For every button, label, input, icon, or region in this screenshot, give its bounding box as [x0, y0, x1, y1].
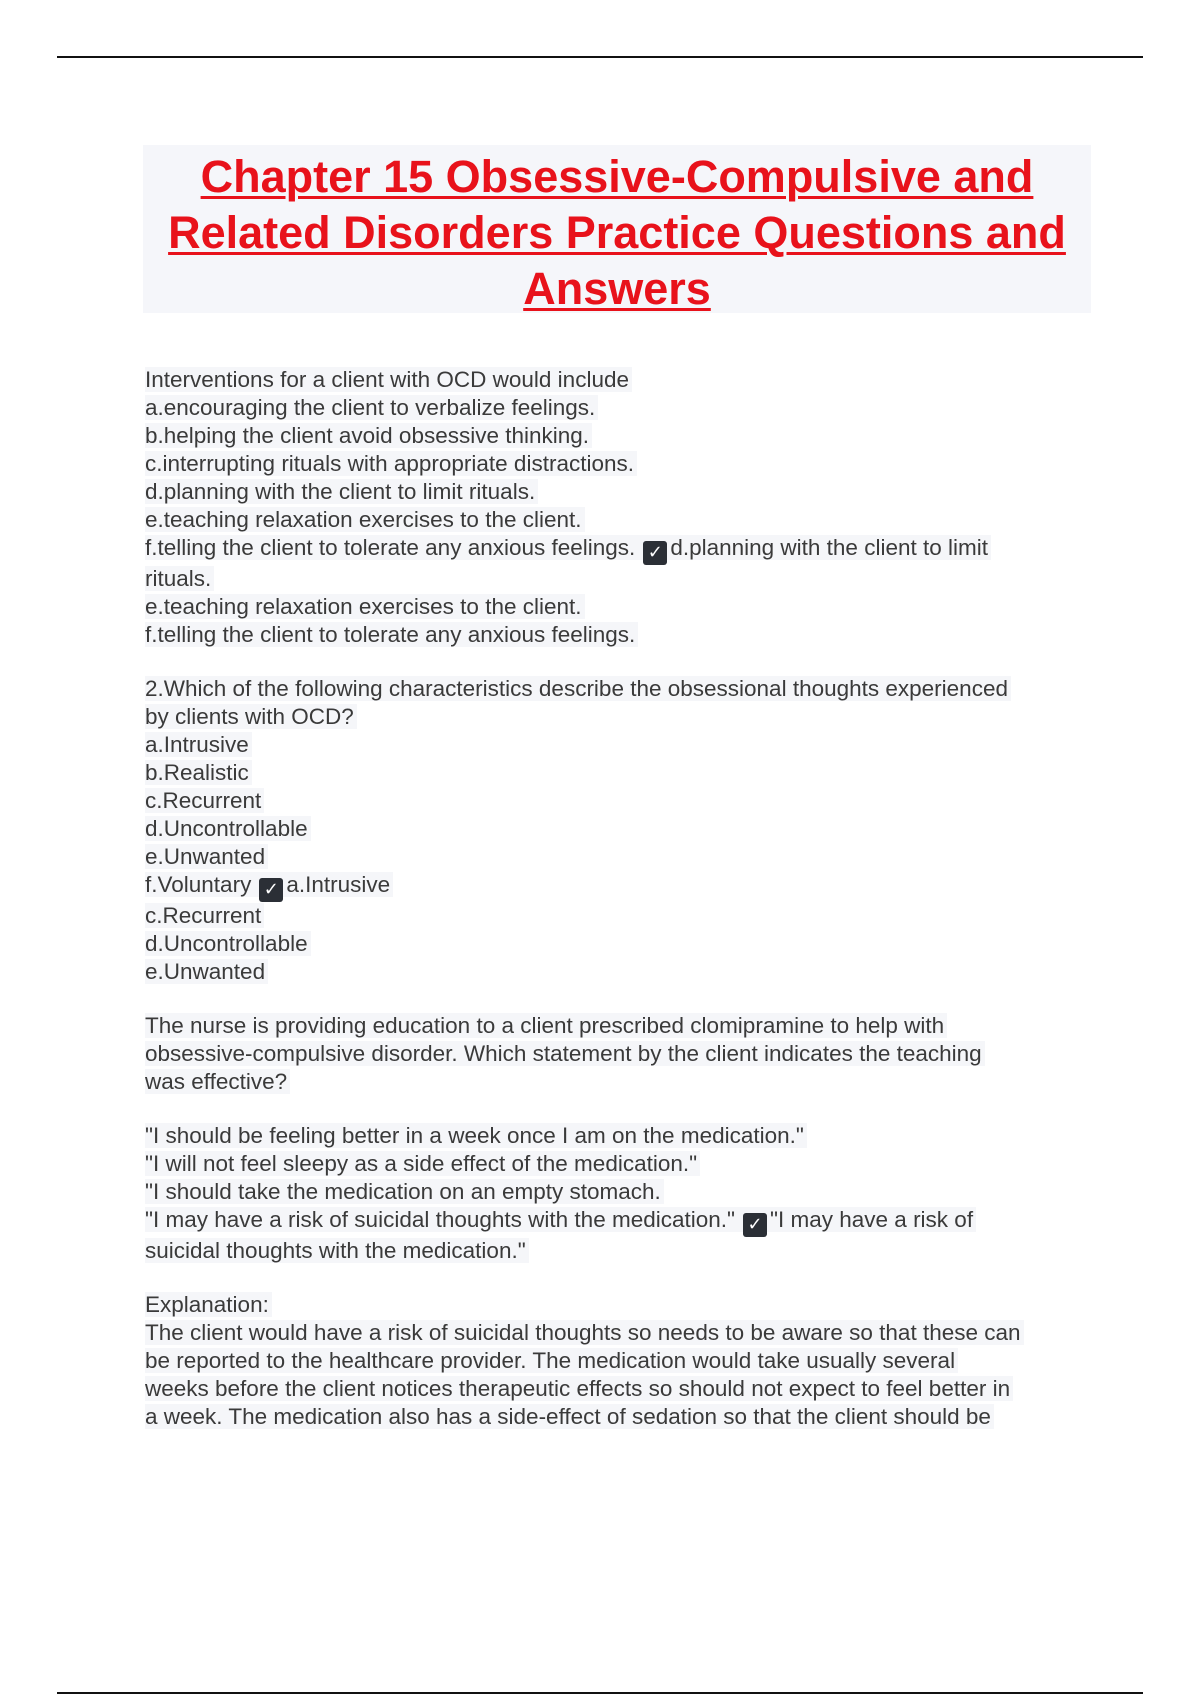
- question-text: Interventions for a client with OCD would include: [145, 366, 1095, 394]
- answer-line: rituals.: [145, 565, 1095, 593]
- option-line: a.Intrusive: [145, 731, 1095, 759]
- question-3: [145, 1012, 1095, 1431]
- explanation-line: be reported to the healthcare provider. The medication would take usually several: [145, 1347, 1095, 1375]
- option-line: d.Uncontrollable: [145, 815, 1095, 843]
- explanation-line: weeks before the client notices therapeutic effects so should not expect to feel better in: [145, 1375, 1095, 1403]
- option-with-answer: f.Voluntary ✓ a.Intrusive: [145, 871, 1095, 902]
- answer-line: e.teaching relaxation exercises to the client.: [145, 593, 1095, 621]
- question-text: was effective?: [145, 1068, 1095, 1096]
- answer-text: a.Intrusive: [286, 872, 391, 897]
- option-line: b.Realistic: [145, 759, 1095, 787]
- option-with-answer: f.telling the client to tolerate any anxious feelings. ✓ d.planning with the client to limit: [145, 534, 1095, 565]
- option-with-answer: "I may have a risk of suicidal thoughts with the medication." ✓ "I may have a risk of: [145, 1206, 1095, 1237]
- option-line: "I should take the medication on an empty stomach.: [145, 1178, 1095, 1206]
- explanation-line: The client would have a risk of suicidal thoughts so needs to be aware so that these can: [145, 1319, 1095, 1347]
- option-line: a.encouraging the client to verbalize feelings.: [145, 394, 1095, 422]
- option-line: e.Unwanted: [145, 843, 1095, 871]
- explanation-label: Explanation:: [145, 1291, 1095, 1319]
- answer-line: d.Uncontrollable: [145, 930, 1095, 958]
- check-icon: ✓: [259, 878, 283, 902]
- option-line: c.interrupting rituals with appropriate distractions.: [145, 450, 1095, 478]
- title-banner: [143, 145, 1091, 313]
- answer-line: suicidal thoughts with the medication.": [145, 1237, 1095, 1265]
- page-top-rule: [57, 56, 1143, 58]
- answer-text: d.planning with the client to limit: [670, 535, 988, 560]
- answer-line: c.Recurrent: [145, 902, 1095, 930]
- document-body: [145, 366, 1095, 1431]
- document-title: Chapter 15 Obsessive-Compulsive and Related Disorders Practice Questions and Answers: [168, 151, 1066, 314]
- question-text: obsessive-compulsive disorder. Which statement by the client indicates the teaching: [145, 1040, 1095, 1068]
- question-2: [145, 675, 1095, 986]
- option-line: d.planning with the client to limit rituals.: [145, 478, 1095, 506]
- option-line: e.teaching relaxation exercises to the client.: [145, 506, 1095, 534]
- question-text: by clients with OCD?: [145, 703, 1095, 731]
- answer-text: "I may have a risk of: [770, 1207, 974, 1232]
- page-bottom-rule: [57, 1692, 1143, 1694]
- option-line: "I will not feel sleepy as a side effect of the medication.": [145, 1150, 1095, 1178]
- answer-line: f.telling the client to tolerate any anxious feelings.: [145, 621, 1095, 649]
- option-line: b.helping the client avoid obsessive thinking.: [145, 422, 1095, 450]
- option-line: "I should be feeling better in a week once I am on the medication.": [145, 1122, 1095, 1150]
- question-1: [145, 366, 1095, 649]
- answer-line: e.Unwanted: [145, 958, 1095, 986]
- option-line: c.Recurrent: [145, 787, 1095, 815]
- check-icon: ✓: [743, 1213, 767, 1237]
- question-text: 2.Which of the following characteristics describe the obsessional thoughts experienced: [145, 675, 1095, 703]
- explanation-line: a week. The medication also has a side-effect of sedation so that the client should be: [145, 1403, 1095, 1431]
- check-icon: ✓: [643, 541, 667, 565]
- question-text: The nurse is providing education to a client prescribed clomipramine to help with: [145, 1012, 1095, 1040]
